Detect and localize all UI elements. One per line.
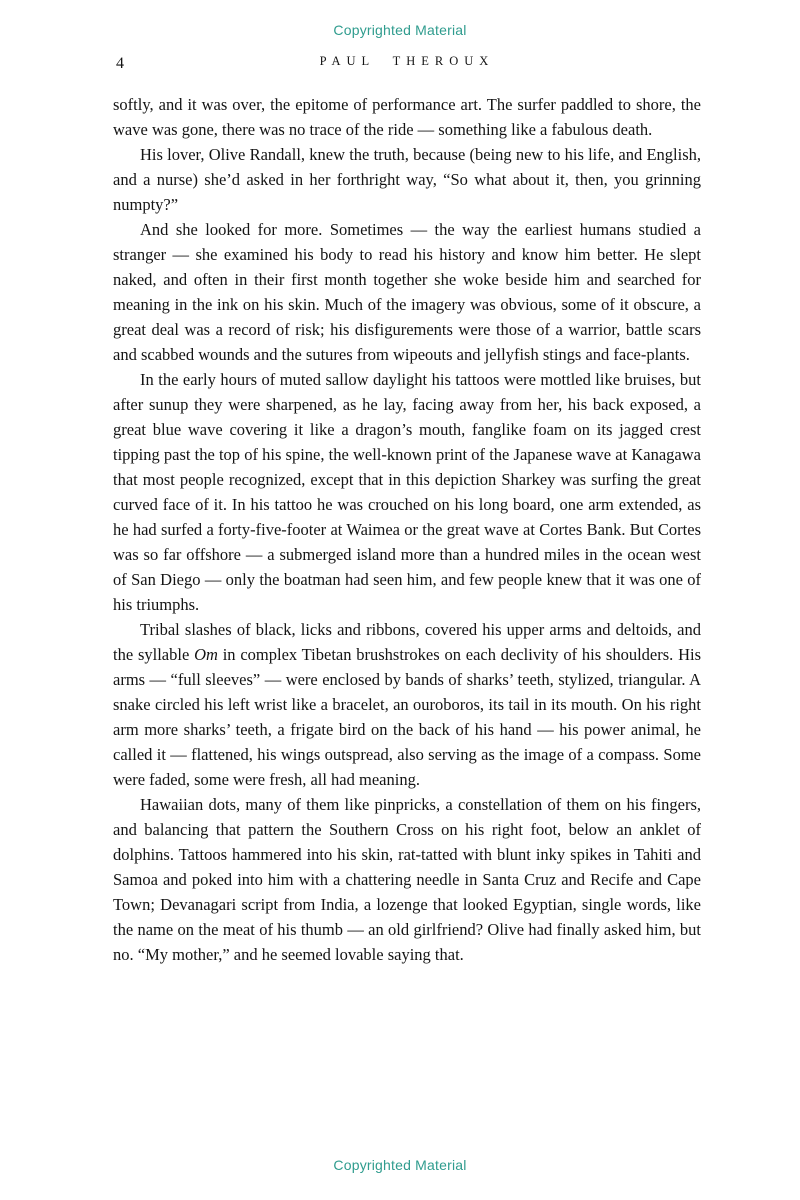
running-header-author: PAUL THEROUX (319, 54, 495, 68)
paragraph: In the early hours of muted sallow daylight his tattoos were mottled like bruises, but after sunup they were sharpened, as he lay, facing away from her, his back exposed, a great blue wave covering it like a dragon’s mouth, fanglike foam on its jagged crest tipping past the top of his spine, the well-known print of the Japanese wave at Kanagawa that most people recognized, except that in this depiction Sharkey was surfing the great curved face of it. In his tattoo he was crouched on his long board, one arm extended, as he had surfed a forty-five-footer at Waimea or the great wave at Cortes Bank. But Cortes was so far offshore — a submerged island more than a hundred miles in the ocean west of San Diego — only the boatman had seen him, and few people knew that it was one of his triumphs. (113, 370, 701, 614)
body-text (113, 92, 701, 967)
copyright-notice-top: Copyrighted Material (333, 22, 467, 38)
copyright-notice-bottom: Copyrighted Material (333, 1157, 467, 1173)
page-number: 4 (116, 55, 124, 72)
paragraph: And she looked for more. Sometimes — the way the earliest humans studied a stranger — she examined his body to read his history and know him better. He slept naked, and often in their first month together she woke beside him and searched for meaning in the ink on his skin. Much of the imagery was obvious, some of it obscure, a great deal was a record of risk; his disfigurements were those of a warrior, battle scars and scabbed wounds and the sutures from wipeouts and jellyfish stings and face-plants. (113, 220, 701, 364)
paragraph: Tribal slashes of black, licks and ribbons, covered his upper arms and deltoids, and the syllable Om in complex Tibetan brushstrokes on each declivity of his shoulders. His arms — “full sleeves” — were enclosed by bands of sharks’ teeth, stylized, triangular. A snake circled his left wrist like a bracelet, an ouroboros, its tail in its mouth. On his right arm more sharks’ teeth, a frigate bird on the back of his hand — his power animal, he called it — flattened, his wings outspread, also serving as the image of a compass. Some were faded, some were fresh, all had meaning. (113, 620, 701, 789)
paragraph: Hawaiian dots, many of them like pinpricks, a constellation of them on his fingers, and balancing that pattern the Southern Cross on his right foot, below an anklet of dolphins. Tattoos hammered into his skin, rat-tatted with blunt inky spikes in Tahiti and Samoa and poked into him with a chattering needle in Santa Cruz and Recife and Cape Town; Devanagari script from India, a lozenge that looked Egyptian, single words, like the name on the meat of his thumb — an old girlfriend? Olive had finally asked him, but no. “My mother,” and he seemed lovable saying that. (113, 795, 701, 964)
paragraph: softly, and it was over, the epitome of performance art. The surfer paddled to shore, the wave was gone, there was no trace of the ride — something like a fabulous death. (113, 95, 701, 139)
page-header (113, 54, 701, 74)
paragraph: His lover, Olive Randall, knew the truth, because (being new to his life, and English, and a nurse) she’d asked in her forthright way, “So what about it, then, you grinning numpty?” (113, 145, 701, 214)
